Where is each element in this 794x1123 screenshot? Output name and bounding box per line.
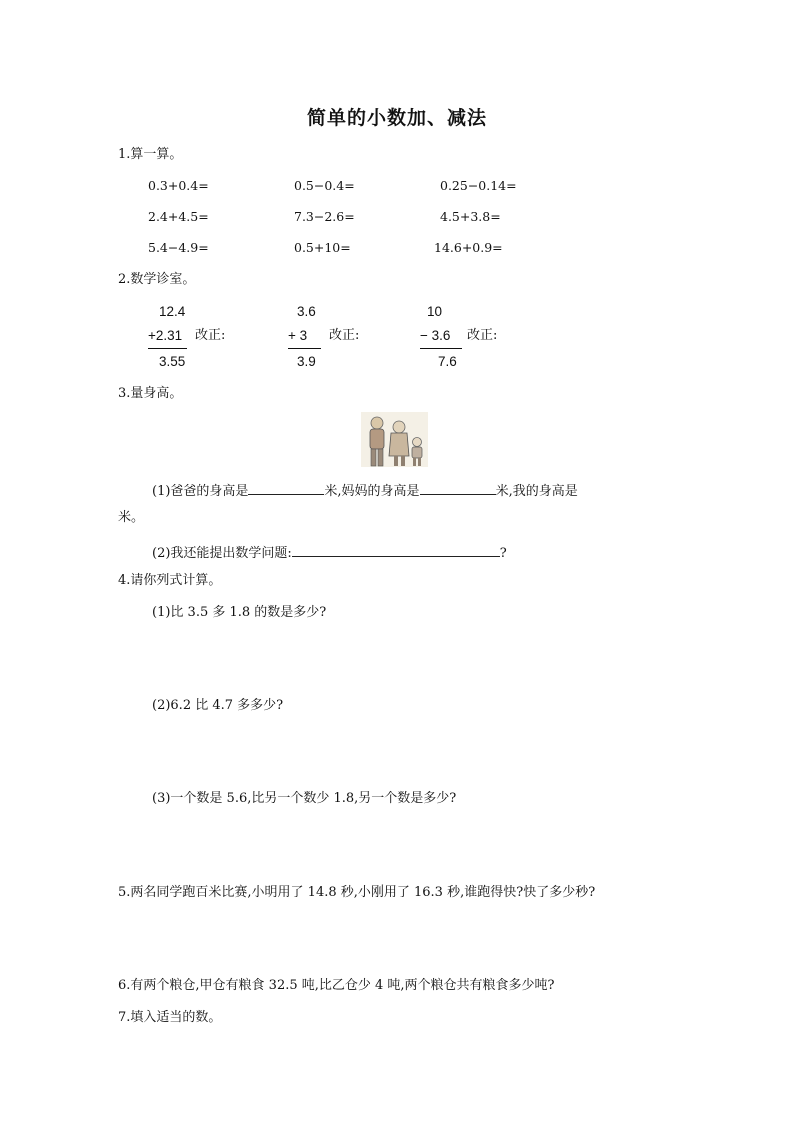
q2-heading: 2.数学诊室。	[118, 272, 196, 287]
q3-heading: 3.量身高。	[118, 386, 183, 401]
q4-item-2: (2)6.2 比 4.7 多多少?	[152, 698, 284, 713]
q4-item-1: (1)比 3.5 多 1.8 的数是多少?	[152, 605, 327, 620]
q2-p2-top: 3.6	[297, 304, 316, 319]
q2-p3-result: 7.6	[438, 354, 457, 369]
q2-p2-rule	[288, 348, 321, 349]
q1-heading: 1.算一算。	[118, 147, 183, 162]
q2-p2-op: + 3	[288, 328, 308, 343]
q3-part1-c: 米,我的身高是	[495, 484, 578, 499]
math-question-blank[interactable]	[292, 542, 500, 557]
q5-text: 5.两名同学跑百米比赛,小明用了 14.8 秒,小刚用了 16.3 秒,谁跑得快?快了多少秒?	[118, 885, 596, 900]
q6-text: 6.有两个粮仓,甲仓有粮食 32.5 吨,比乙仓少 4 吨,两个粮仓共有粮食多少吨?	[118, 978, 555, 993]
q3-part2	[152, 542, 507, 560]
q1-item: 5.4−4.9=	[148, 240, 209, 255]
q3-part2-a: (2)我还能提出数学问题:	[152, 546, 292, 561]
q2-p1-result: 3.55	[159, 354, 186, 369]
q1-item: 7.3−2.6=	[294, 209, 355, 224]
q1-item: 4.5+3.8=	[440, 209, 501, 224]
q1-item: 0.5+10=	[294, 240, 351, 255]
q2-p1-rule	[148, 348, 187, 349]
q2-p3-rule	[420, 348, 462, 349]
q1-item: 2.4+4.5=	[148, 209, 209, 224]
q2-p1-op: +2.31	[148, 328, 183, 343]
q2-p2-result: 3.9	[297, 354, 316, 369]
father-height-blank[interactable]	[248, 480, 324, 495]
q3-part2-b: ?	[499, 546, 507, 561]
q2-p3-op: − 3.6	[420, 328, 451, 343]
q1-item: 14.6+0.9=	[434, 240, 503, 255]
q1-item: 0.25−0.14=	[440, 178, 517, 193]
mother-height-blank[interactable]	[420, 480, 496, 495]
q3-part1-a: (1)爸爸的身高是	[152, 484, 249, 499]
q1-item: 0.3+0.4=	[148, 178, 209, 193]
page-title: 简单的小数加、减法	[306, 107, 487, 129]
q2-p1-top: 12.4	[159, 304, 186, 319]
q3-part1-end: 米。	[118, 510, 145, 525]
q1-item: 0.5−0.4=	[294, 178, 355, 193]
q2-p3-top: 10	[427, 304, 443, 319]
q3-part1-b: 米,妈妈的身高是	[324, 484, 420, 499]
q2-p1-fix: 改正:	[195, 328, 226, 343]
family-height-illustration	[361, 412, 428, 467]
q3-part1	[152, 480, 578, 498]
q7-text: 7.填入适当的数。	[118, 1010, 222, 1025]
q2-p2-fix: 改正:	[329, 328, 360, 343]
q4-heading: 4.请你列式计算。	[118, 573, 222, 588]
q4-item-3: (3)一个数是 5.6,比另一个数少 1.8,另一个数是多少?	[152, 791, 457, 806]
q2-p3-fix: 改正:	[467, 328, 498, 343]
